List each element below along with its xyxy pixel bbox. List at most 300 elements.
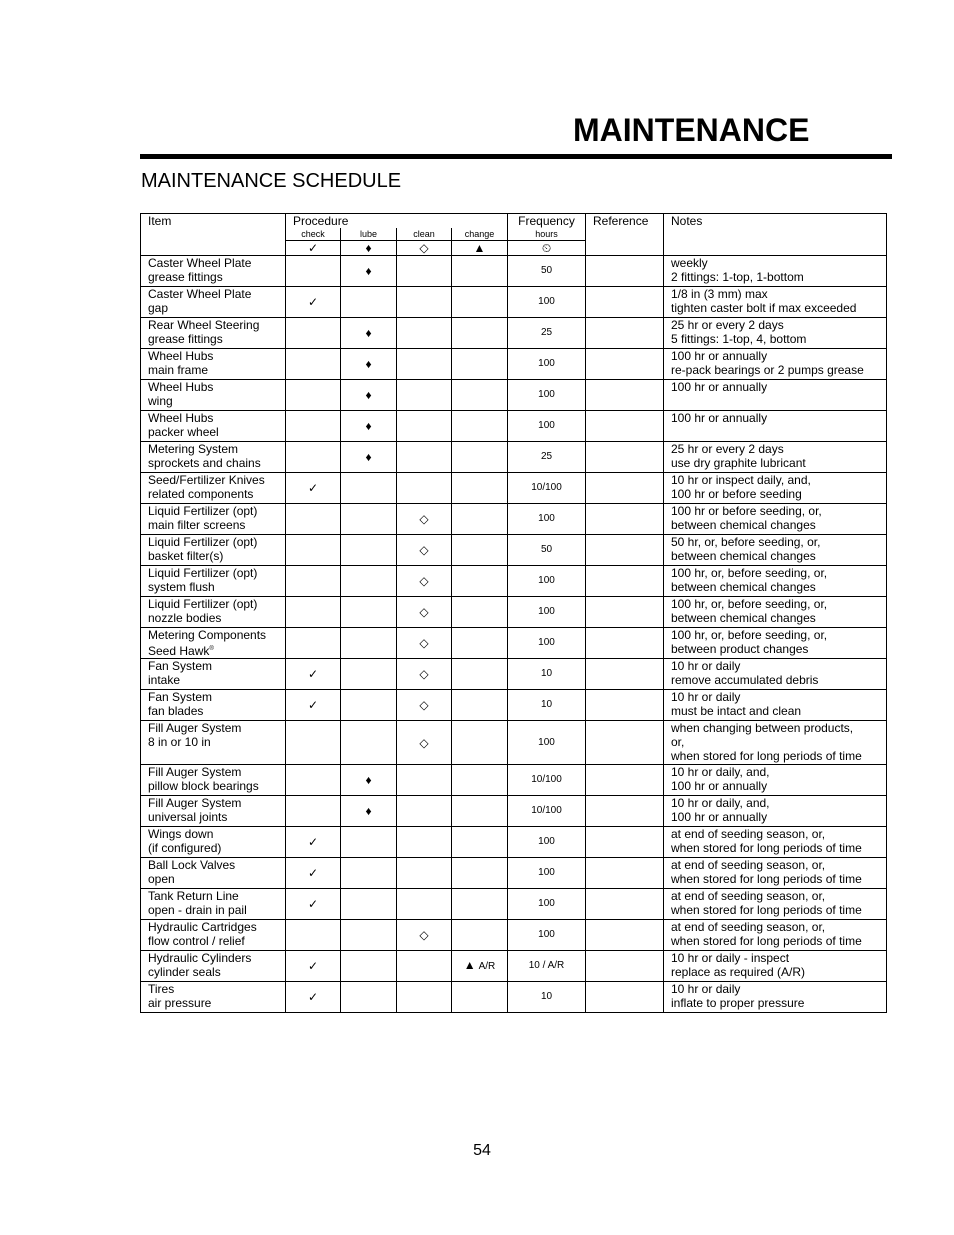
header-notes: Notes [664,214,887,256]
change-cell [452,442,508,473]
note-line: 25 hr or every 2 days [671,318,784,332]
note-line: 100 hr, or, before seeding, or, [671,566,828,580]
change-cell [452,721,508,765]
lube-icon [341,535,397,566]
item-cell [141,951,286,982]
reference-cell [586,349,664,380]
clean-icon: ◇ [397,721,452,765]
notes-cell [664,951,887,982]
notes-cell [664,765,887,796]
note-line: 10 hr or daily [671,690,741,704]
item-name: Wheel Hubs [148,380,214,394]
change-cell [452,535,508,566]
item-name: Wheel Hubs [148,349,214,363]
item-name: Fan System [148,690,213,704]
change-cell [452,411,508,442]
check-icon: ✓ [286,287,341,318]
reference-cell [586,442,664,473]
change-cell [452,349,508,380]
clean-icon: ◇ [397,566,452,597]
note-line: 25 hr or every 2 days [671,442,784,456]
note-line: between product changes [671,642,809,656]
frequency-cell: 100 [508,380,586,411]
item-detail: main frame [148,363,209,377]
check-icon: ✓ [286,982,341,1013]
notes-cell [664,690,887,721]
lube-icon [341,951,397,982]
note-line: at end of seeding season, or, [671,827,826,841]
clean-icon [397,889,452,920]
note-line: when stored for long periods of time [671,934,862,948]
lube-icon: ♦ [341,349,397,380]
table-row [141,287,887,318]
note-line: 100 hr, or, before seeding, or, [671,628,828,642]
lube-icon [341,659,397,690]
header-frequency: Frequency [508,214,586,229]
reference-cell [586,827,664,858]
frequency-cell: 100 [508,889,586,920]
item-name: Wings down [148,827,214,841]
item-detail: packer wheel [148,425,219,439]
note-line: 100 hr or annually [671,411,768,425]
item-detail: fan blades [148,704,204,718]
check-icon: ✓ [286,241,341,256]
notes-cell [664,256,887,287]
item-name: Ball Lock Valves [148,858,236,872]
table-row [141,349,887,380]
table-row [141,566,887,597]
change-cell [452,566,508,597]
clean-icon [397,380,452,411]
note-line: 5 fittings: 1-top, 4, bottom [671,332,807,346]
note-line: re-pack bearings or 2 pumps grease [671,363,864,377]
check-icon [286,535,341,566]
frequency-cell: 100 [508,858,586,889]
table-row [141,659,887,690]
notes-cell [664,349,887,380]
lube-icon [341,827,397,858]
item-detail: Seed Hawk [148,644,210,658]
item-cell [141,411,286,442]
change-cell [452,256,508,287]
item-cell [141,920,286,951]
header-item: Item [141,214,286,256]
item-name: Hydraulic Cartridges [148,920,257,934]
reference-cell [586,765,664,796]
note-line: when stored for long periods of time [671,903,862,917]
clean-icon [397,349,452,380]
note-line: when stored for long periods of time [671,749,862,763]
notes-cell [664,597,887,628]
notes-cell [664,535,887,566]
table-row [141,597,887,628]
notes-cell [664,504,887,535]
clean-icon: ◇ [397,597,452,628]
lube-icon [341,920,397,951]
clean-icon [397,858,452,889]
reference-cell [586,721,664,765]
item-detail: cylinder seals [148,965,221,979]
reference-cell [586,256,664,287]
frequency-cell: 100 [508,411,586,442]
item-cell [141,504,286,535]
header-row [141,214,887,229]
notes-cell [664,411,887,442]
item-detail: intake [148,673,181,687]
check-icon [286,796,341,827]
clean-icon [397,318,452,349]
lube-icon: ♦ [341,442,397,473]
table-row [141,827,887,858]
table-row [141,690,887,721]
change-cell [452,982,508,1013]
note-line: at end of seeding season, or, [671,920,826,934]
frequency-cell: 10 [508,659,586,690]
frequency-cell: 100 [508,504,586,535]
item-detail: system flush [148,580,215,594]
hours-icon: ⏲ [508,241,586,256]
lube-icon [341,597,397,628]
item-detail: related components [148,487,254,501]
clean-icon [397,411,452,442]
clean-icon: ◇ [397,504,452,535]
table-row [141,858,887,889]
notes-cell [664,628,887,659]
subheader-clean: clean [397,228,452,241]
lube-icon [341,889,397,920]
item-name: Liquid Fertilizer (opt) [148,566,258,580]
item-detail: air pressure [148,996,212,1010]
item-cell [141,566,286,597]
reference-cell [586,951,664,982]
subheader-check: check [286,228,341,241]
note-line: must be intact and clean [671,704,802,718]
change-cell [452,889,508,920]
change-cell [452,504,508,535]
table-row [141,982,887,1013]
note-line: inflate to proper pressure [671,996,805,1010]
item-name: Fill Auger System [148,765,242,779]
check-icon: ✓ [286,951,341,982]
reference-cell [586,982,664,1013]
table-row [141,951,887,982]
item-cell [141,721,286,765]
change-cell [452,796,508,827]
reference-cell [586,504,664,535]
note-line: 10 hr or inspect daily, and, [671,473,811,487]
item-name: Liquid Fertilizer (opt) [148,504,258,518]
check-icon [286,380,341,411]
item-cell [141,796,286,827]
reference-cell [586,659,664,690]
item-detail-line [148,642,285,658]
clean-icon [397,442,452,473]
item-name: Fill Auger System [148,721,242,735]
item-cell [141,628,286,659]
check-icon [286,721,341,765]
frequency-cell: 10 / A/R [508,951,586,982]
frequency-cell: 100 [508,721,586,765]
item-cell [141,256,286,287]
check-icon [286,349,341,380]
notes-cell [664,566,887,597]
change-cell [452,318,508,349]
clean-icon: ◇ [397,659,452,690]
schedule-body [141,214,887,1013]
lube-icon [341,982,397,1013]
item-detail: basket filter(s) [148,549,224,563]
frequency-cell: 100 [508,827,586,858]
notes-cell [664,920,887,951]
item-name: Fan System [148,659,213,673]
clean-icon [397,256,452,287]
note-line: 1/8 in (3 mm) max [671,287,768,301]
item-name: Metering System [148,442,239,456]
check-icon: ✓ [286,659,341,690]
note-line: 100 hr or before seeding [671,487,802,501]
lube-icon [341,858,397,889]
reference-cell [586,380,664,411]
table-row [141,256,887,287]
note-line: 50 hr, or, before seeding, or, [671,535,821,549]
clean-icon: ◇ [397,690,452,721]
table-row [141,628,887,659]
lube-icon: ♦ [341,241,397,256]
item-name: Liquid Fertilizer (opt) [148,597,258,611]
check-icon: ✓ [286,858,341,889]
frequency-cell: 100 [508,920,586,951]
note-line: 10 hr or daily [671,982,741,996]
lube-icon [341,504,397,535]
table-row [141,535,887,566]
frequency-cell: 100 [508,349,586,380]
item-cell [141,473,286,504]
note-line: when stored for long periods of time [671,841,862,855]
change-cell [452,659,508,690]
lube-icon: ♦ [341,380,397,411]
notes-cell [664,473,887,504]
notes-cell [664,889,887,920]
lube-icon: ♦ [341,318,397,349]
frequency-cell: 100 [508,597,586,628]
check-icon: ✓ [286,690,341,721]
frequency-cell: 10 [508,690,586,721]
frequency-cell: 25 [508,442,586,473]
item-detail: grease fittings [148,270,223,284]
lube-icon [341,628,397,659]
clean-icon: ◇ [397,920,452,951]
notes-cell [664,796,887,827]
frequency-cell: 10 [508,982,586,1013]
item-name: Caster Wheel Plate [148,287,252,301]
reference-cell [586,318,664,349]
header-procedure: Procedure [286,214,508,229]
table-row [141,796,887,827]
item-name: Fill Auger System [148,796,242,810]
change-note: A/R [478,961,496,972]
item-detail: flow control / relief [148,934,245,948]
change-cell [452,827,508,858]
note-line: remove accumulated debris [671,673,819,687]
lube-icon: ♦ [341,256,397,287]
reference-cell [586,473,664,504]
frequency-cell: 50 [508,256,586,287]
table-row [141,473,887,504]
clean-icon: ◇ [397,241,452,256]
item-cell [141,442,286,473]
table-row [141,920,887,951]
item-cell [141,380,286,411]
table-row [141,721,887,765]
item-detail: pillow block bearings [148,779,259,793]
clean-icon [397,796,452,827]
item-name: Tank Return Line [148,889,239,903]
frequency-cell: 10/100 [508,796,586,827]
reference-cell [586,690,664,721]
notes-cell [664,287,887,318]
item-detail: open - drain in pail [148,903,247,917]
item-cell [141,858,286,889]
item-cell [141,765,286,796]
clean-icon [397,951,452,982]
subheader-lube: lube [341,228,397,241]
page-number: 54 [473,1142,491,1159]
reference-cell [586,535,664,566]
item-cell [141,889,286,920]
change-cell [452,951,508,982]
reference-cell [586,628,664,659]
clean-icon [397,473,452,504]
note-line: 100 hr or before seeding, or, [671,504,822,518]
frequency-cell: 10/100 [508,473,586,504]
check-icon [286,920,341,951]
change-cell [452,473,508,504]
clean-icon [397,827,452,858]
item-cell [141,287,286,318]
clean-icon [397,765,452,796]
check-icon [286,566,341,597]
lube-icon [341,566,397,597]
header-reference: Reference [586,214,664,256]
check-icon [286,318,341,349]
item-name: Liquid Fertilizer (opt) [148,535,258,549]
change-cell [452,765,508,796]
item-detail: gap [148,301,169,315]
table-row [141,380,887,411]
reference-cell [586,597,664,628]
table-row [141,411,887,442]
clean-icon: ◇ [397,535,452,566]
maintenance-schedule-table [140,213,887,1013]
item-detail: 8 in or 10 in [148,735,211,749]
item-cell [141,827,286,858]
change-cell [452,597,508,628]
lube-icon: ♦ [341,796,397,827]
item-cell [141,318,286,349]
check-icon [286,411,341,442]
section-title: MAINTENANCE SCHEDULE [141,170,402,192]
check-icon [286,765,341,796]
reference-cell [586,411,664,442]
item-detail: wing [148,394,173,408]
lube-icon: ♦ [341,411,397,442]
change-cell [452,380,508,411]
change-icon: ▲ [452,241,508,256]
reference-cell [586,566,664,597]
notes-cell [664,442,887,473]
note-line: at end of seeding season, or, [671,858,826,872]
note-line: 100 hr or annually [671,380,768,394]
item-cell [141,690,286,721]
item-name: Caster Wheel Plate [148,256,252,270]
check-icon [286,504,341,535]
item-detail: sprockets and chains [148,456,261,470]
note-line: tighten caster bolt if max exceeded [671,301,857,315]
note-line: at end of seeding season, or, [671,889,826,903]
frequency-cell: 25 [508,318,586,349]
check-icon [286,628,341,659]
notes-cell [664,827,887,858]
table-row [141,318,887,349]
lube-icon: ♦ [341,765,397,796]
item-name: Metering Components [148,628,267,642]
note-line: 100 hr, or, before seeding, or, [671,597,828,611]
note-line: when changing between products, [671,721,854,735]
note-line: between chemical changes [671,580,816,594]
check-icon: ✓ [286,889,341,920]
frequency-cell: 100 [508,287,586,318]
note-line: between chemical changes [671,611,816,625]
item-detail: (if configured) [148,841,222,855]
page-title: MAINTENANCE [573,112,810,148]
table-row [141,442,887,473]
clean-icon [397,287,452,318]
item-detail: open [148,872,175,886]
lube-icon [341,473,397,504]
notes-cell [664,721,887,765]
clean-icon [397,982,452,1013]
item-cell [141,597,286,628]
registered-mark: ® [209,646,214,652]
note-line: 10 hr or daily, and, [671,765,770,779]
title-rule [140,154,892,159]
item-name: Wheel Hubs [148,411,214,425]
subheader-hours: hours [508,228,586,241]
change-cell [452,628,508,659]
change-cell [452,690,508,721]
reference-cell [586,858,664,889]
frequency-cell: 100 [508,566,586,597]
note-line: replace as required (A/R) [671,965,806,979]
lube-icon [341,287,397,318]
table-row [141,504,887,535]
reference-cell [586,287,664,318]
reference-cell [586,796,664,827]
check-icon: ✓ [286,473,341,504]
note-line: 2 fittings: 1-top, 1-bottom [671,270,804,284]
item-name: Seed/Fertilizer Knives [148,473,265,487]
check-icon: ✓ [286,827,341,858]
change-icon: ▲ [463,958,476,972]
item-detail: grease fittings [148,332,223,346]
note-line: when stored for long periods of time [671,872,862,886]
notes-cell [664,659,887,690]
item-name: Rear Wheel Steering [148,318,260,332]
item-cell [141,349,286,380]
frequency-cell: 100 [508,628,586,659]
note-line: weekly [671,256,708,270]
note-line: or, [671,735,685,749]
